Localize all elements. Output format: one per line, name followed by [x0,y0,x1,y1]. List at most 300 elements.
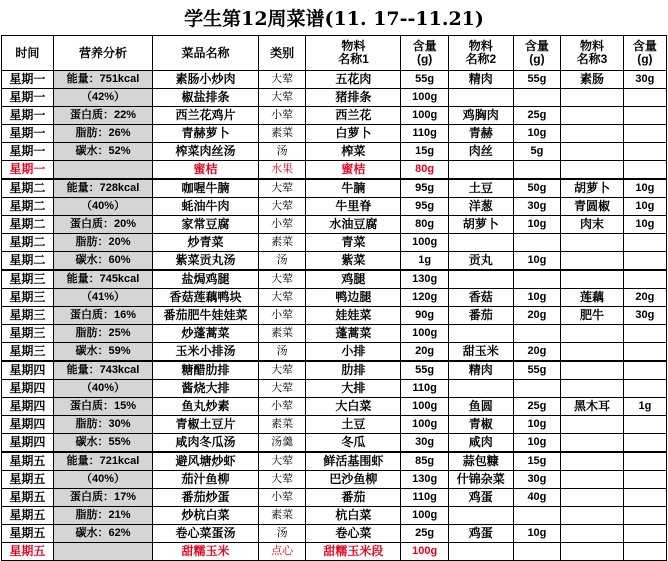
row-category: 汤 [258,343,306,362]
row-category: 大荤 [258,198,306,216]
row-material-3 [561,507,624,525]
row-material-2 [448,234,513,252]
row-material-1: 鲜活基围虾 [306,452,401,471]
row-category: 小荤 [258,307,306,325]
table-row [2,289,667,307]
row-material-2 [448,507,513,525]
row-day: 星期一 [2,71,54,89]
row-category: 素菜 [258,325,306,343]
row-dish-name: 咸肉冬瓜汤 [153,434,259,453]
row-amount-2: 25g [513,398,561,416]
row-category: 大荤 [258,71,306,89]
row-dish-name: 青椒土豆片 [153,416,259,434]
row-dish-name: 炒蓬蒿菜 [153,325,259,343]
row-amount-3 [623,270,666,289]
row-amount-3 [623,143,666,161]
row-dish-name: 鱼丸炒素 [153,398,259,416]
row-material-1: 牛腩 [306,179,401,198]
row-material-3 [561,543,624,561]
row-amount-3: 10g [623,179,666,198]
row-material-3: 肥牛 [561,307,624,325]
row-material-2: 青椒 [448,416,513,434]
row-amount-2 [513,507,561,525]
row-day: 星期一 [2,161,54,180]
row-material-3 [561,143,624,161]
row-material-1: 牛里脊 [306,198,401,216]
weekly-menu-table [1,35,667,561]
row-amount-1: 15g [401,143,449,161]
row-material-1: 鸡腿 [306,270,401,289]
row-dish-name: 蚝油牛肉 [153,198,259,216]
row-dish-name: 糖醋肋排 [153,361,259,380]
row-material-1: 猪排条 [306,89,401,107]
row-day: 星期三 [2,289,54,307]
row-day: 星期三 [2,325,54,343]
row-material-3 [561,161,624,180]
table-row [2,525,667,543]
page-title: 学生第12周菜谱(11. 17--11.21) [184,8,484,30]
table-row [2,416,667,434]
row-amount-2: 50g [513,179,561,198]
row-material-1: 大排 [306,380,401,398]
row-material-3: 肉末 [561,216,624,234]
row-nutrition: 能量：751kcal [53,71,152,89]
row-material-1: 番茄 [306,489,401,507]
row-material-2: 鸡蛋 [448,525,513,543]
table-row [2,489,667,507]
row-material-2: 番茄 [448,307,513,325]
row-material-1: 蜜桔 [306,161,401,180]
row-nutrition: 能量：728kcal [53,179,152,198]
row-material-1: 巴沙鱼柳 [306,471,401,489]
row-amount-3: 30g [623,307,666,325]
column-header-amount-1 [401,36,449,71]
row-nutrition: 脂肪：26% [53,125,152,143]
row-amount-1: 55g [401,71,449,89]
row-nutrition: 蛋白质：22% [53,107,152,125]
table-row [2,234,667,252]
row-amount-1: 110g [401,489,449,507]
row-amount-1: 85g [401,452,449,471]
row-day: 星期三 [2,307,54,325]
table-row [2,325,667,343]
row-material-3: 莲藕 [561,289,624,307]
row-day: 星期四 [2,361,54,380]
row-dish-name: 卷心菜蛋汤 [153,525,259,543]
row-amount-1: 100g [401,107,449,125]
row-category: 汤 [258,143,306,161]
row-day: 星期五 [2,525,54,543]
row-amount-1: 130g [401,471,449,489]
row-amount-3: 30g [623,71,666,89]
row-category: 小荤 [258,216,306,234]
table-row [2,179,667,198]
row-material-1: 西兰花 [306,107,401,125]
column-header-amount-3-line1: 含量 [632,39,657,54]
table-row [2,216,667,234]
row-dish-name: 青赫萝卜 [153,125,259,143]
row-amount-3 [623,507,666,525]
column-header-material-1-line1: 物料 [341,39,366,54]
row-amount-2 [513,270,561,289]
row-dish-name: 西兰花鸡片 [153,107,259,125]
row-material-3 [561,252,624,271]
row-amount-1: 100g [401,325,449,343]
row-material-1: 紫菜 [306,252,401,271]
row-day: 星期二 [2,179,54,198]
table-row [2,125,667,143]
row-material-2: 精肉 [448,71,513,89]
row-amount-1: 20g [401,343,449,362]
table-header [2,36,667,71]
row-amount-1: 130g [401,270,449,289]
row-amount-2: 40g [513,489,561,507]
row-category: 素菜 [258,234,306,252]
row-category: 大荤 [258,471,306,489]
row-material-3 [561,380,624,398]
column-header-material-2 [448,36,513,71]
row-category: 汤 [258,252,306,271]
row-nutrition: 能量：745kcal [53,270,152,289]
row-dish-name: 榨菜肉丝汤 [153,143,259,161]
row-amount-3 [623,416,666,434]
row-amount-3 [623,161,666,180]
row-amount-3: 1g [623,398,666,416]
row-dish-name: 酱烧大排 [153,380,259,398]
row-dish-name: 甜糯玉米 [153,543,259,561]
row-material-3 [561,343,624,362]
row-amount-2: 10g [513,434,561,453]
row-material-1: 鸭边腿 [306,289,401,307]
row-amount-3 [623,525,666,543]
row-material-3: 胡萝卜 [561,179,624,198]
row-category: 素菜 [258,416,306,434]
row-amount-1: 1g [401,252,449,271]
table-row [2,380,667,398]
row-dish-name: 香菇莲藕鸭块 [153,289,259,307]
row-material-3 [561,325,624,343]
row-category: 大荤 [258,289,306,307]
row-dish-name: 玉米小排汤 [153,343,259,362]
column-header-time: 时间 [2,36,54,71]
row-amount-3 [623,434,666,453]
row-nutrition [53,543,152,561]
row-material-2 [448,89,513,107]
row-dish-name: 盐焗鸡腿 [153,270,259,289]
row-amount-1: 100g [401,507,449,525]
column-header-amount-2-line1: 含量 [524,39,549,54]
row-amount-3: 10g [623,216,666,234]
row-material-2 [448,380,513,398]
row-material-1: 娃娃菜 [306,307,401,325]
row-amount-2: 5g [513,143,561,161]
row-nutrition: 碳水：62% [53,525,152,543]
row-nutrition: （40%） [53,198,152,216]
table-row [2,252,667,271]
row-material-1: 水油豆腐 [306,216,401,234]
table-row [2,471,667,489]
row-day: 星期四 [2,398,54,416]
row-amount-2: 10g [513,216,561,234]
row-nutrition: 能量：721kcal [53,452,152,471]
row-amount-3 [623,234,666,252]
row-amount-3 [623,380,666,398]
table-row [2,71,667,89]
row-material-3: 黑木耳 [561,398,624,416]
row-material-3 [561,489,624,507]
column-header-material-3 [561,36,624,71]
row-category: 小荤 [258,489,306,507]
row-amount-2 [513,161,561,180]
row-dish-name: 素肠小炒肉 [153,71,259,89]
row-amount-2 [513,325,561,343]
row-category: 水果 [258,161,306,180]
row-material-2 [448,325,513,343]
row-material-2: 鱼圆 [448,398,513,416]
row-material-3 [561,234,624,252]
row-day: 星期二 [2,216,54,234]
row-nutrition: 蛋白质：17% [53,489,152,507]
table-row [2,398,667,416]
row-amount-2: 15g [513,452,561,471]
row-amount-1: 95g [401,198,449,216]
row-material-1: 青菜 [306,234,401,252]
row-nutrition: （40%） [53,380,152,398]
row-nutrition [53,161,152,180]
row-nutrition: （42%） [53,89,152,107]
row-dish-name: 紫菜贡丸汤 [153,252,259,271]
column-header-material-2-line1: 物料 [468,39,493,54]
row-dish-name: 炒杭白菜 [153,507,259,525]
row-category: 大荤 [258,270,306,289]
row-nutrition: 蛋白质：15% [53,398,152,416]
row-amount-3 [623,107,666,125]
row-nutrition: 脂肪：21% [53,507,152,525]
row-amount-3 [623,89,666,107]
column-header-category: 类别 [258,36,306,71]
row-material-2 [448,270,513,289]
row-category: 小荤 [258,107,306,125]
row-amount-1: 55g [401,361,449,380]
column-header-amount-2 [513,36,561,71]
row-amount-3 [623,125,666,143]
row-amount-2: 10g [513,525,561,543]
row-amount-2: 10g [513,252,561,271]
row-amount-2 [513,380,561,398]
column-header-amount-1-line1: 含量 [412,39,437,54]
row-category: 大荤 [258,452,306,471]
row-material-1: 白萝卜 [306,125,401,143]
row-day: 星期五 [2,452,54,471]
row-amount-3 [623,452,666,471]
table-row [2,89,667,107]
row-category: 大荤 [258,380,306,398]
row-day: 星期一 [2,125,54,143]
row-material-3 [561,452,624,471]
table-row [2,270,667,289]
row-category: 素菜 [258,125,306,143]
row-amount-3 [623,361,666,380]
column-header-nutrition: 营养分析 [53,36,152,71]
row-material-3 [561,471,624,489]
column-header-dish: 菜品名称 [153,36,259,71]
row-day: 星期二 [2,234,54,252]
row-dish-name: 番茄肥牛娃娃菜 [153,307,259,325]
row-material-2: 胡萝卜 [448,216,513,234]
row-material-2 [448,543,513,561]
table-row [2,434,667,453]
row-nutrition: 能量：743kcal [53,361,152,380]
row-amount-1: 110g [401,125,449,143]
table-row [2,361,667,380]
row-amount-1: 100g [401,234,449,252]
row-category: 汤羹 [258,434,306,453]
row-nutrition: （40%） [53,471,152,489]
column-header-material-3-line1: 物料 [579,39,604,54]
row-amount-3 [623,543,666,561]
row-amount-1: 100g [401,89,449,107]
row-nutrition: （41%） [53,289,152,307]
row-material-3: 素肠 [561,71,624,89]
row-day: 星期一 [2,143,54,161]
row-category: 大荤 [258,89,306,107]
row-material-1: 榨菜 [306,143,401,161]
row-nutrition: 碳水：60% [53,252,152,271]
table-body [2,71,667,561]
row-material-2 [448,161,513,180]
row-day: 星期一 [2,107,54,125]
row-day: 星期二 [2,198,54,216]
row-material-2: 洋葱 [448,198,513,216]
row-amount-1: 80g [401,216,449,234]
row-material-3 [561,89,624,107]
row-nutrition: 碳水：52% [53,143,152,161]
row-day: 星期四 [2,380,54,398]
row-amount-2: 20g [513,343,561,362]
row-amount-2: 30g [513,471,561,489]
row-material-1: 大白菜 [306,398,401,416]
row-dish-name: 蜜桔 [153,161,259,180]
row-material-1: 杭白菜 [306,507,401,525]
row-material-2: 青赫 [448,125,513,143]
row-category: 素菜 [258,507,306,525]
row-dish-name: 避风塘炒虾 [153,452,259,471]
row-material-2: 蒜包糠 [448,452,513,471]
row-material-3 [561,416,624,434]
row-day: 星期五 [2,471,54,489]
column-header-amount-2-line2: (g) [529,52,545,66]
row-amount-2 [513,234,561,252]
row-category: 点心 [258,543,306,561]
column-header-material-1 [306,36,401,71]
row-amount-3 [623,489,666,507]
row-amount-1: 100g [401,398,449,416]
table-row [2,343,667,362]
row-category: 大荤 [258,361,306,380]
row-material-3 [561,107,624,125]
row-material-1: 冬瓜 [306,434,401,453]
row-material-1: 卷心菜 [306,525,401,543]
row-amount-1: 30g [401,434,449,453]
row-nutrition: 蛋白质：16% [53,307,152,325]
row-amount-1: 80g [401,161,449,180]
row-dish-name: 茄汁鱼柳 [153,471,259,489]
table-header-row [2,36,667,71]
row-amount-1: 100g [401,543,449,561]
row-material-1: 肋排 [306,361,401,380]
row-amount-2: 10g [513,289,561,307]
row-day: 星期三 [2,270,54,289]
row-amount-1: 90g [401,307,449,325]
row-day: 星期三 [2,343,54,362]
row-amount-2: 25g [513,107,561,125]
row-nutrition: 脂肪：20% [53,234,152,252]
table-row [2,107,667,125]
row-amount-1: 100g [401,416,449,434]
row-amount-2: 30g [513,198,561,216]
row-amount-3: 20g [623,289,666,307]
row-amount-3 [623,343,666,362]
column-header-amount-3-line2: (g) [637,52,653,66]
row-material-2: 什锦杂菜 [448,471,513,489]
column-header-material-3-line2: 名称3 [576,52,608,66]
row-material-2: 土豆 [448,179,513,198]
row-amount-2: 10g [513,416,561,434]
row-material-3: 青圆椒 [561,198,624,216]
table-row [2,507,667,525]
row-day: 星期四 [2,416,54,434]
row-material-2: 鸡胸肉 [448,107,513,125]
row-material-3 [561,361,624,380]
row-nutrition: 脂肪：25% [53,325,152,343]
row-material-1: 五花肉 [306,71,401,89]
row-dish-name: 番茄炒蛋 [153,489,259,507]
row-category: 大荤 [258,179,306,198]
row-day: 星期五 [2,507,54,525]
row-material-1: 蓬蒿菜 [306,325,401,343]
row-dish-name: 椒盐排条 [153,89,259,107]
row-material-2: 肉丝 [448,143,513,161]
row-material-2: 精肉 [448,361,513,380]
row-amount-1: 110g [401,380,449,398]
table-row [2,452,667,471]
row-nutrition: 蛋白质：20% [53,216,152,234]
row-day: 星期二 [2,252,54,271]
row-material-1: 甜糯玉米段 [306,543,401,561]
row-material-3 [561,525,624,543]
row-day: 星期五 [2,489,54,507]
row-amount-3 [623,471,666,489]
column-header-amount-3 [623,36,666,71]
row-material-2: 甜玉米 [448,343,513,362]
row-amount-3 [623,252,666,271]
table-row [2,307,667,325]
row-amount-1: 95g [401,179,449,198]
row-material-2: 贡丸 [448,252,513,271]
row-amount-2: 10g [513,125,561,143]
row-amount-1: 25g [401,525,449,543]
row-amount-2: 55g [513,361,561,380]
row-amount-2 [513,89,561,107]
row-nutrition: 碳水：55% [53,434,152,453]
table-row [2,543,667,561]
row-amount-3: 10g [623,198,666,216]
row-material-2: 香菇 [448,289,513,307]
row-amount-2: 55g [513,71,561,89]
row-material-2: 咸肉 [448,434,513,453]
row-dish-name: 炒青菜 [153,234,259,252]
column-header-material-2-line2: 名称2 [465,52,497,66]
